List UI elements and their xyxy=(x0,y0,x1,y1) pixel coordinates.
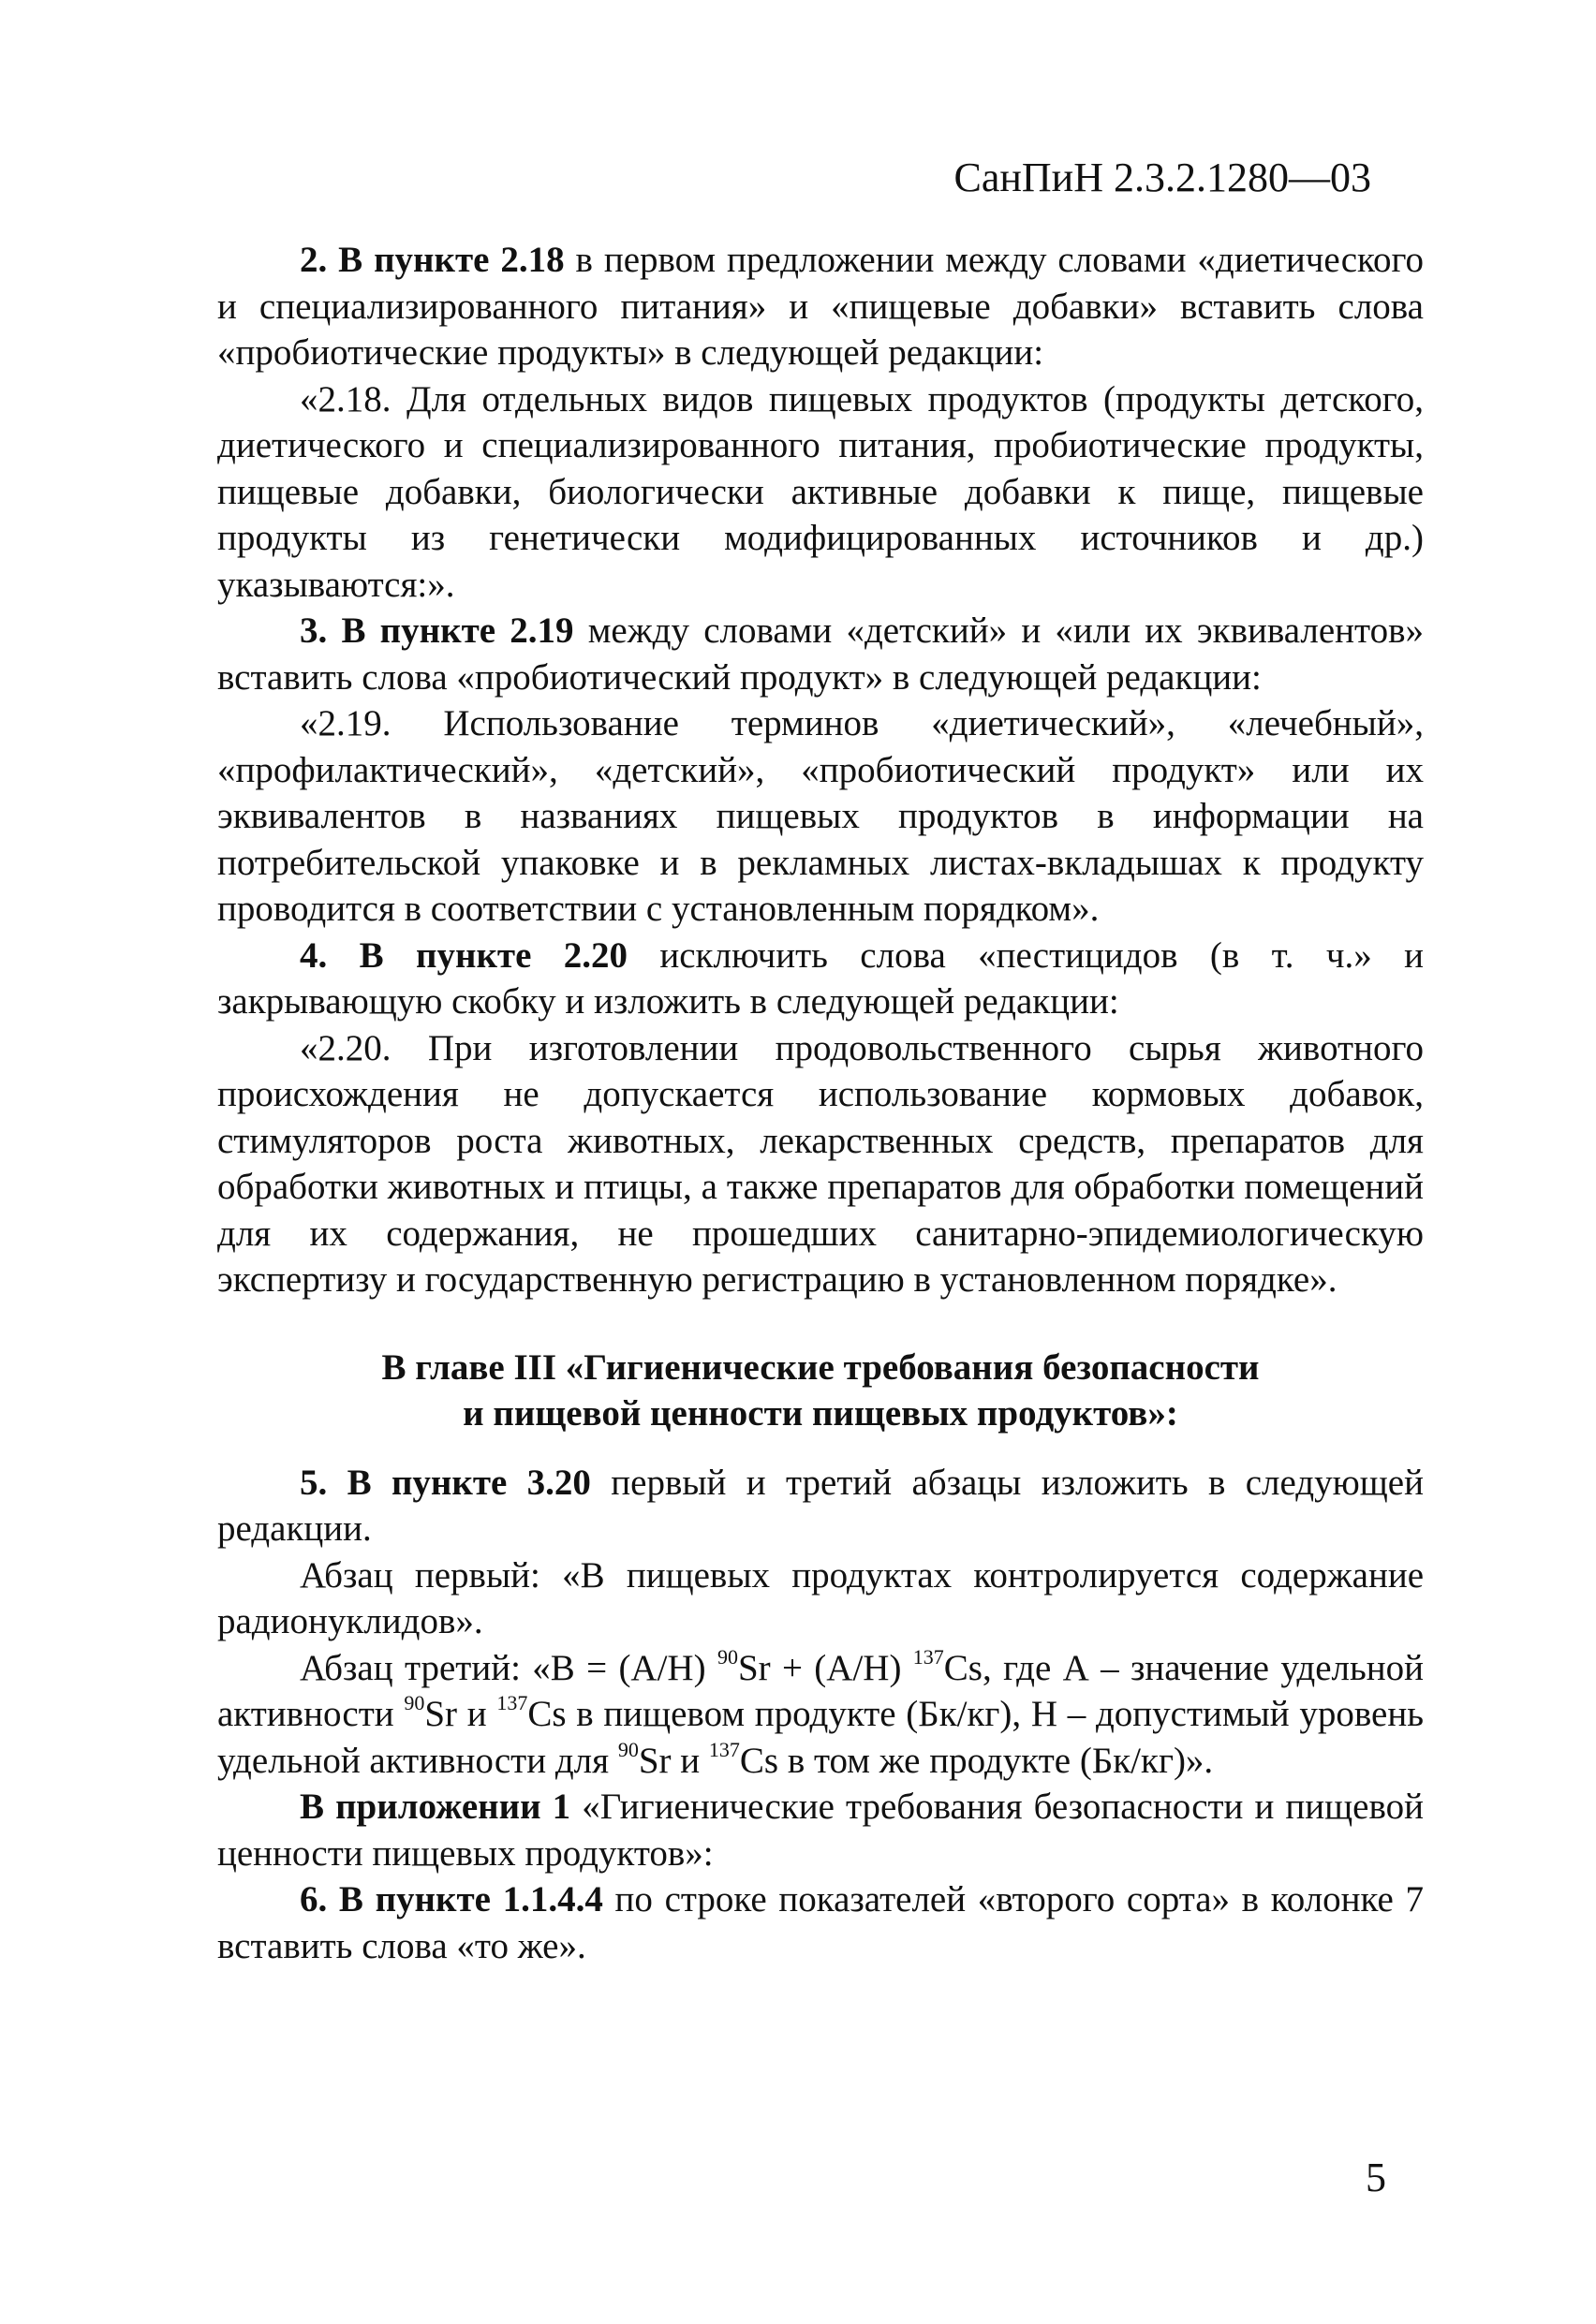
quoted-clause-2-18 xyxy=(217,376,1424,609)
formula-text: Cs в том же продукте (Бк/кг)». xyxy=(739,1740,1214,1781)
paragraph-text: между словами «детский» и «или их эквивалентов» вставить слова «пробиотический продукт» в следующей редакции: xyxy=(217,610,1424,698)
paragraph-lead: 2. В пункте 2.18 xyxy=(300,240,565,280)
document-code-header: СанПиН 2.3.2.1280—03 xyxy=(953,154,1371,200)
formula-text: Cs, где А – значение удельной активности xyxy=(217,1647,1424,1734)
section-heading-line-2: и пищевой ценности пищевых продуктов»: xyxy=(463,1393,1178,1434)
paragraph-text: «2.18. Для отдельных видов пищевых продуктов (продукты детского, диетического и специализированного питания, пробиотические продукты, пищевые добавки, биологически активные добавки к пище, пищевые продукты из генетически модифицированных источников и др.) указываются:». xyxy=(217,378,1424,605)
paragraph-text: Абзац первый: «В пищевых продуктах контролируется содержание радионуклидов». xyxy=(217,1554,1424,1641)
paragraph-lead: 4. В пункте 2.20 xyxy=(300,934,628,976)
formula-text: Sr и xyxy=(638,1740,709,1781)
amendment-paragraph-5 xyxy=(217,1460,1424,1552)
paragraph-text: «2.19. Использование терминов «диетический», «лечебный», «профилактический», «детский», «пробиотический продукт» или их эквивалентов в названиях пищевых продуктов в информации на потребительской упаковке и в рекламных листах-вкладышах к продукту проводится в соответствии с установленным порядком». xyxy=(217,703,1424,929)
isotope-superscript: 90 xyxy=(404,1691,425,1714)
paragraph-text: «Гигиенические требования безопасности и пищевой ценности пищевых продуктов»: xyxy=(217,1787,1424,1874)
paragraph-text: «2.20. При изготовлении продовольственного сырья животного происхождения не допускается использование кормовых добавок, стимуляторов роста животных, лекарственных средств, препаратов для обработки животных и птицы, а также препаратов для обработки помещений для их содержания, не прошедших санитарно-эпидемиологическую экспертизу и государственную регистрацию в установленном порядке». xyxy=(217,1027,1424,1300)
quoted-clause-2-20 xyxy=(217,1025,1424,1303)
abzac-first xyxy=(217,1552,1424,1645)
amendment-paragraph-2 xyxy=(217,237,1424,376)
isotope-superscript: 137 xyxy=(496,1691,528,1714)
paragraph-lead: В приложении 1 xyxy=(300,1787,571,1827)
paragraph-lead: 5. В пункте 3.20 xyxy=(300,1462,591,1503)
appendix-1-paragraph xyxy=(217,1784,1424,1876)
document-body xyxy=(217,237,1424,1969)
formula-text: Cs в пищевом продукте (Бк/кг), Н – допустимый уровень удельной активности для xyxy=(217,1694,1424,1781)
quoted-clause-2-19 xyxy=(217,700,1424,933)
amendment-paragraph-4 xyxy=(217,933,1424,1025)
page-number: 5 xyxy=(1366,2155,1386,2200)
isotope-superscript: 90 xyxy=(717,1644,738,1669)
paragraph-text: по строке показателей «второго сорта» в колонке 7 вставить слова «то же». xyxy=(217,1879,1424,1966)
section-heading-chapter-3 xyxy=(217,1345,1424,1437)
isotope-superscript: 137 xyxy=(708,1737,740,1761)
isotope-superscript: 137 xyxy=(912,1644,944,1669)
paragraph-text: первый и третий абзацы изложить в следующей редакции. xyxy=(217,1462,1424,1549)
paragraph-lead: 3. В пункте 2.19 xyxy=(300,610,574,651)
paragraph-lead: 6. В пункте 1.1.4.4 xyxy=(300,1879,603,1920)
formula-text: Sr + (А/Н) xyxy=(737,1647,913,1688)
paragraph-text: исключить слова «пестицидов (в т. ч.» и закрывающую скобку и изложить в следующей редакции: xyxy=(217,934,1424,1022)
formula-text: Sr и xyxy=(424,1694,497,1734)
amendment-paragraph-6 xyxy=(217,1876,1424,1969)
abzac-third-formula xyxy=(217,1645,1424,1785)
section-heading-line-1: В главе III «Гигиенические требования безопасности xyxy=(381,1346,1260,1388)
amendment-paragraph-3 xyxy=(217,608,1424,700)
paragraph-text: в первом предложении между словами «диетического и специализированного питания» и «пищевые добавки» вставить слова «пробиотические продукты» в следующей редакции: xyxy=(217,240,1424,373)
formula-text: Абзац третий: «В = (А/Н) xyxy=(300,1647,717,1688)
isotope-superscript: 90 xyxy=(617,1737,639,1761)
